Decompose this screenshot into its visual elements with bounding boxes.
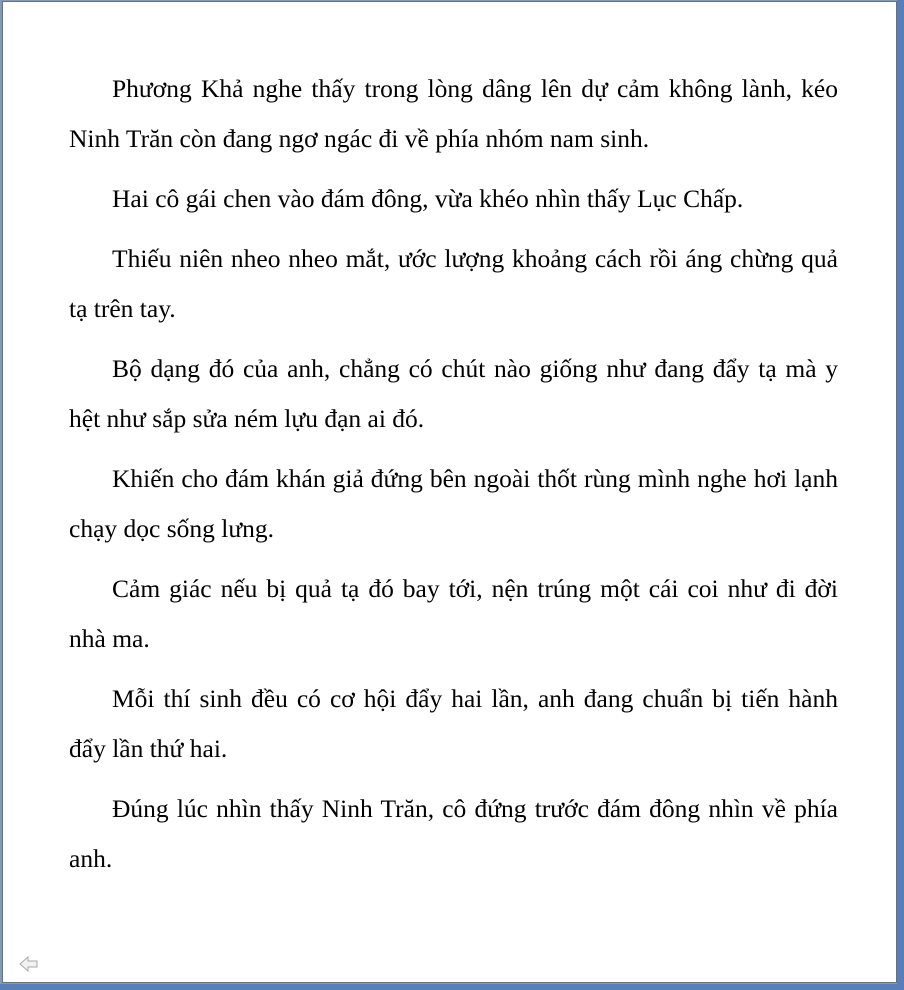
document-page (2, 1, 897, 983)
window-frame-bottom (0, 984, 904, 990)
window-frame-right (897, 0, 904, 990)
left-arrow-icon[interactable] (19, 955, 39, 973)
paragraph: Cảm giác nếu bị quả tạ đó bay tới, nện trúng một cái coi như đi đời nhà ma. (69, 574, 838, 653)
paragraph: Khiến cho đám khán giả đứng bên ngoài thốt rùng mình nghe hơi lạnh chạy dọc sống lưng. (69, 464, 838, 543)
paragraph: Phương Khả nghe thấy trong lòng dâng lên dự cảm không lành, kéo Ninh Trăn còn đang ngơ ngác đi về phía nhóm nam sinh. (69, 74, 838, 153)
paragraph: Đúng lúc nhìn thấy Ninh Trăn, cô đứng trước đám đông nhìn về phía anh. (69, 794, 838, 873)
paragraph: Thiếu niên nheo nheo mắt, ước lượng khoảng cách rồi áng chừng quả tạ trên tay. (69, 244, 838, 323)
document-body (69, 64, 838, 894)
paragraph: Mỗi thí sinh đều có cơ hội đẩy hai lần, anh đang chuẩn bị tiến hành đẩy lần thứ hai. (69, 684, 838, 763)
paragraph: Bộ dạng đó của anh, chẳng có chút nào giống như đang đẩy tạ mà y hệt như sắp sửa ném lựu đạn ai đó. (69, 354, 838, 433)
paragraph: Hai cô gái chen vào đám đông, vừa khéo nhìn thấy Lục Chấp. (112, 184, 744, 213)
